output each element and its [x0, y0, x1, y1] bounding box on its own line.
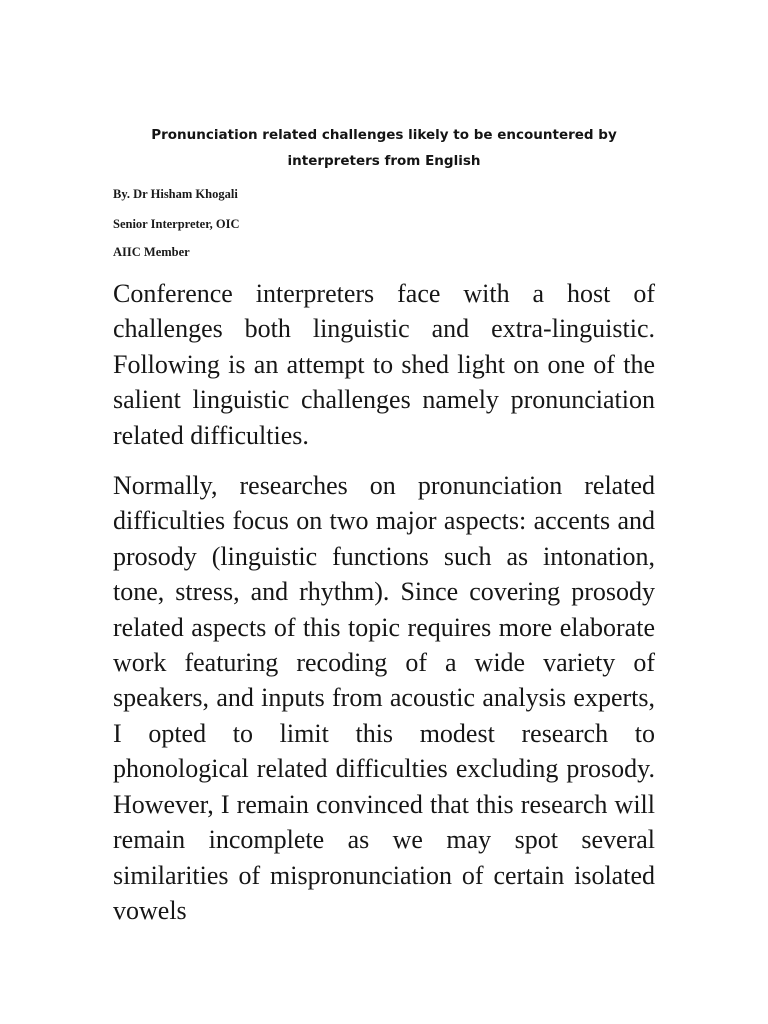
- document-title: Pronunciation related challenges likely to be encountered by interpreters from English: [151, 127, 617, 169]
- body-paragraph-2: Normally, researches on pronunciation related difficulties focus on two major aspects: accents and prosody (linguistic functions such as intonation, tone, stress, and rhythm). Since covering prosody related aspects of this topic requires more elaborate work featuring recoding of a wide variety of speakers, and inputs from acoustic analysis experts, I opted to limit this modest research to phonological related difficulties excluding prosody. However, I remain convinced that this research will remain incomplete as we may spot several similarities of mispronunciation of certain isolated vowels: [113, 471, 655, 925]
- author-line: By. Dr Hisham Khogali: [113, 187, 238, 201]
- author-role: Senior Interpreter, OIC: [113, 217, 240, 231]
- body-paragraph-1: Conference interpreters face with a host of challenges both linguistic and extra-linguistic. Following is an attempt to shed light on one of the salient linguistic challenges namely pronunciation related difficulties.: [113, 279, 655, 450]
- author-membership: AIIC Member: [113, 245, 190, 259]
